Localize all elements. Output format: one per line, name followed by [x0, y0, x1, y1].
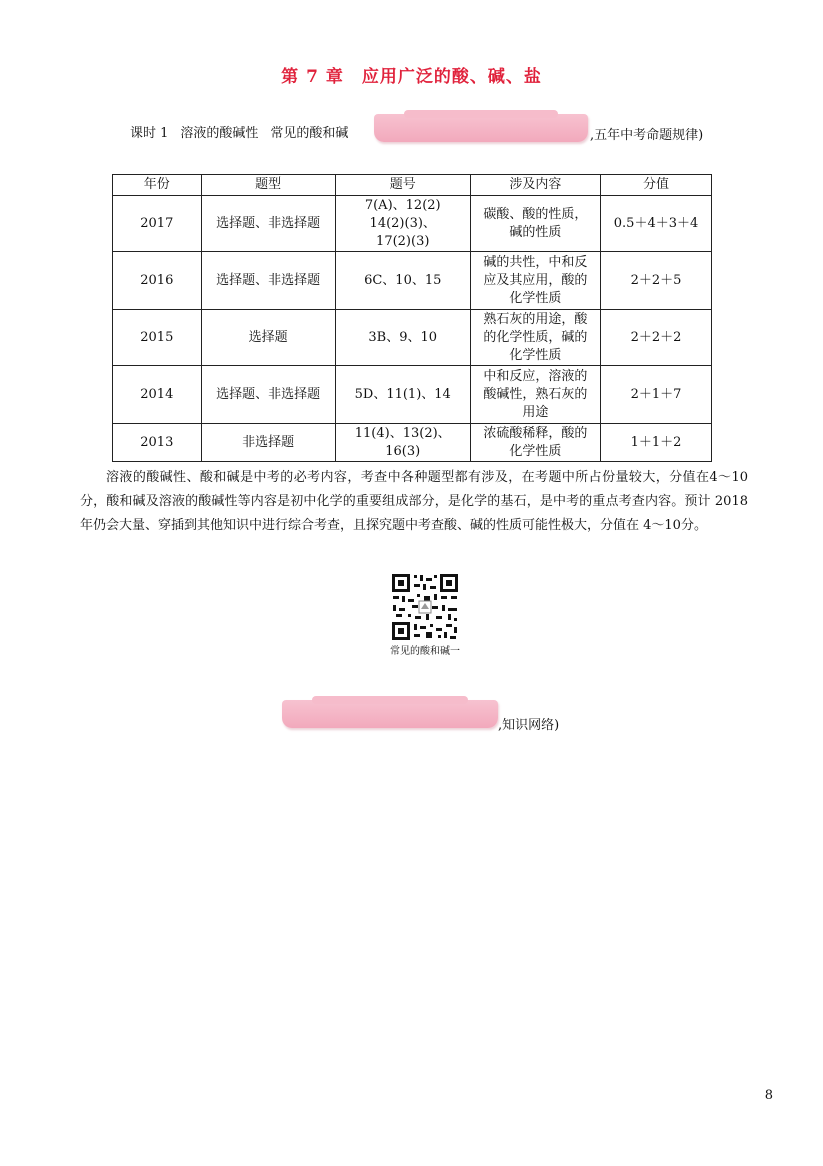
- header-type: 题型: [201, 175, 335, 196]
- cell-score: 2＋1＋7: [601, 366, 712, 424]
- table-body: [113, 196, 712, 462]
- cell-question-number: 11(4)、13(2)、 16(3): [335, 424, 470, 462]
- chapter-name: 应用广泛的酸、碱、盐: [361, 67, 542, 87]
- chapter-title: [0, 62, 823, 87]
- exam-statistics-table: [112, 174, 712, 462]
- cell-question-number: 5D、11(1)、14: [335, 366, 470, 424]
- cell-score: 2＋2＋5: [601, 252, 712, 310]
- cell-score: 0.5＋4＋3＋4: [601, 196, 712, 252]
- knowledge-network-label: ,知识网络): [498, 718, 560, 733]
- table-header-row: [113, 175, 712, 196]
- qr-caption: 常见的酸和碱一: [390, 646, 460, 657]
- cell-content: 中和反应，溶液的 酸碱性，熟石灰的 用途: [470, 366, 600, 424]
- section-banner-knowledge-network: [282, 700, 498, 728]
- cell-year: 2015: [113, 310, 202, 366]
- header-question-number: 题号: [335, 175, 470, 196]
- cell-question-number: 7(A)、12(2) 14(2)(3)、 17(2)(3): [335, 196, 470, 252]
- table-row: [113, 424, 712, 462]
- cell-question-number: 6C、10、15: [335, 252, 470, 310]
- section-banner-exam-rules: [374, 114, 588, 142]
- cell-question-number: 3B、9、10: [335, 310, 470, 366]
- qr-code-icon[interactable]: [390, 572, 460, 642]
- cell-score: 2＋2＋2: [601, 310, 712, 366]
- cell-year: 2016: [113, 252, 202, 310]
- header-score: 分值: [601, 175, 712, 196]
- cell-type: 选择题: [201, 310, 335, 366]
- table-row: [113, 310, 712, 366]
- chapter-number: 第 7 章: [281, 67, 344, 87]
- summary-paragraph: 溶液的酸碱性、酸和碱是中考的必考内容，考查中各种题型都有涉及，在考题中所占份量较大，分值在4～10分，酸和碱及溶液的酸碱性等内容是初中化学的重要组成部分，是化学的基石，是中考的重点考查内容。预计 2018 年仍会大量、穿插到其他知识中进行综合考查，且探究题中考查酸、碱的性质可能性极大，分值在 4～10分。: [80, 470, 748, 533]
- lesson-label: 课时 1: [130, 126, 169, 141]
- header-year: 年份: [113, 175, 202, 196]
- exam-rules-label: ,五年中考命题规律): [590, 128, 704, 143]
- cell-type: 选择题、非选择题: [201, 252, 335, 310]
- table-row: [113, 252, 712, 310]
- table-row: [113, 366, 712, 424]
- cell-score: 1＋1＋2: [601, 424, 712, 462]
- cell-year: 2014: [113, 366, 202, 424]
- lesson-heading: [130, 122, 348, 141]
- cell-content: 碱的共性，中和反 应及其应用，酸的 化学性质: [470, 252, 600, 310]
- cell-content: 浓硫酸稀释，酸的 化学性质: [470, 424, 600, 462]
- cell-type: 非选择题: [201, 424, 335, 462]
- cell-type: 选择题、非选择题: [201, 366, 335, 424]
- header-content: 涉及内容: [470, 175, 600, 196]
- cell-year: 2013: [113, 424, 202, 462]
- cell-content: 熟石灰的用途，酸 的化学性质，碱的 化学性质: [470, 310, 600, 366]
- cell-year: 2017: [113, 196, 202, 252]
- cell-type: 选择题、非选择题: [201, 196, 335, 252]
- table-row: [113, 196, 712, 252]
- lesson-subtopic: 常见的酸和碱: [270, 126, 349, 141]
- cell-content: 碳酸、酸的性质， 碱的性质: [470, 196, 600, 252]
- page-number: 8: [764, 1088, 773, 1103]
- lesson-topic: 溶液的酸碱性: [180, 126, 259, 141]
